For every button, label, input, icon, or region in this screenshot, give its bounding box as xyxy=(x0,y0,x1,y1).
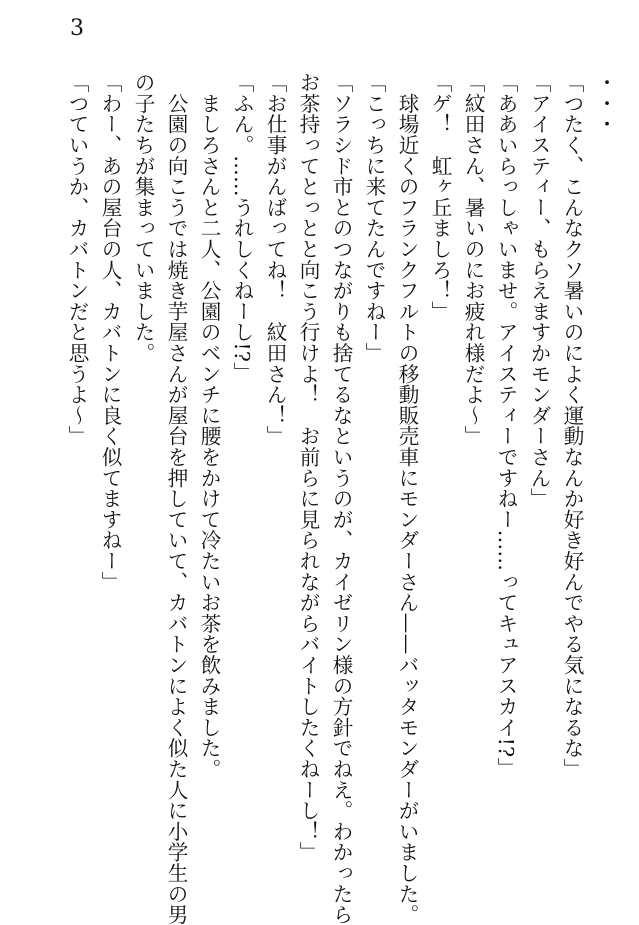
text-line-15: の子たちが集まっていました。 xyxy=(131,72,155,364)
text-line-11: 「お仕事がんばってね！ 紋田さん！」 xyxy=(263,72,287,447)
text-line-17: 「つていうか、カバトンだと思うよ〜」 xyxy=(65,72,89,447)
text-line-5: 「紋田さん、暑いのにお疲れ様だよ〜」 xyxy=(461,72,485,447)
text-line-14: 公園の向こうでは焼き芋屋さんが屋台を押していて、カバトンによく似た人に小学生の男 xyxy=(164,72,188,925)
text-line-4: 「ああいらっしゃいませ。アイスティーですねー……ってキュアスカイ!?」 xyxy=(494,72,518,779)
text-line-2: 「つたく、こんなクソ暑いのによく運動なんか好き好んでやる気になるな」 xyxy=(560,72,584,780)
text-line-10: お茶持ってとっとと向こう行けよ！ お前らに見られながらバイトしたくねーし！」 xyxy=(296,72,320,863)
text-line-1: ・・・ xyxy=(593,72,617,135)
text-line-13: ましろさんと二人、公園のベンチに腰をかけて冷たいお茶を飲みました。 xyxy=(197,72,221,780)
text-line-7: 球場近くのフランクフルトの移動販売車にモンダーさん——バッタモンダーがいました。 xyxy=(395,72,419,925)
vertical-text-body xyxy=(60,72,621,925)
page-number: 3 xyxy=(70,16,84,41)
text-line-3: 「アイスティー、もらえますかモンダーさん」 xyxy=(527,72,551,509)
text-line-16: 「わー、あの屋台の人、カバトンに良く似てますねー」 xyxy=(98,72,122,592)
text-line-9: 「ソラシド市とのつながりも捨てるなというのが、カイゼリン様の方針でねえ。わかったら xyxy=(329,72,353,925)
text-line-6: 「ゲ！ 虹ヶ丘ましろ！」 xyxy=(428,72,452,322)
text-line-12: 「ふん。……うれしくねーし!?」 xyxy=(230,72,254,383)
text-line-8: 「こっちに来てたんですねー」 xyxy=(362,72,386,364)
